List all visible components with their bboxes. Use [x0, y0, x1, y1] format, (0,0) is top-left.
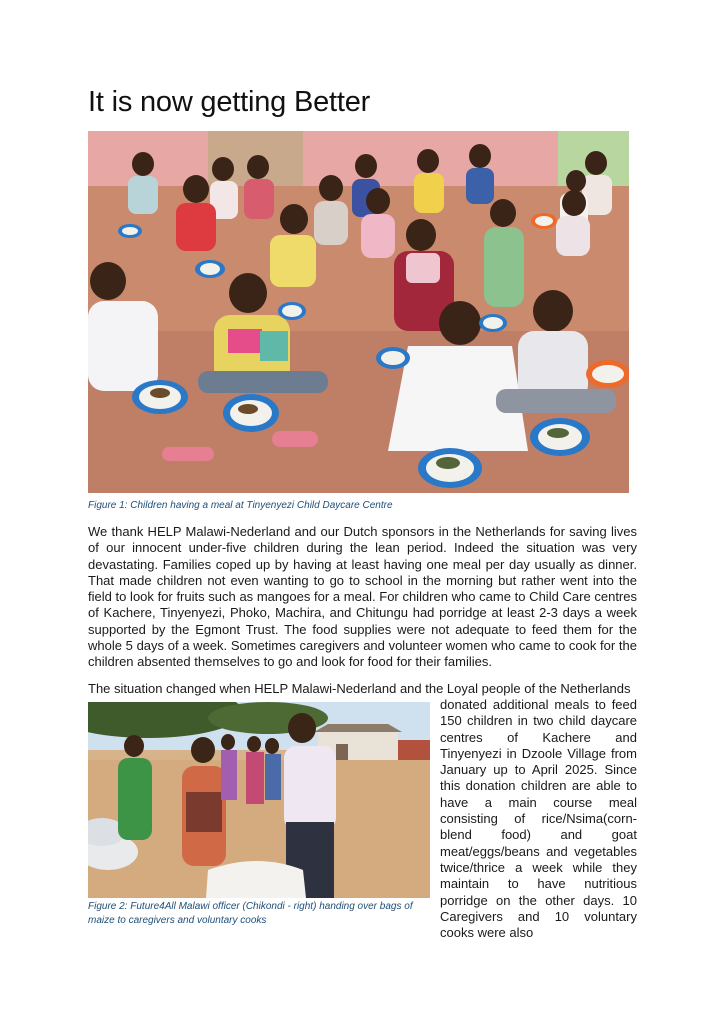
figure1-caption: Figure 1: Children having a meal at Tinyenyezi Child Daycare Centre	[88, 500, 393, 511]
body-paragraph-2-lead: The situation changed when HELP Malawi-Nederland and the Loyal people of the Netherlands	[88, 681, 631, 696]
children-meal-photo	[88, 131, 629, 493]
figure2-caption: Figure 2: Future4All Malawi officer (Chikondi - right) handing over bags of maize to caregivers and voluntary cooks	[88, 901, 413, 926]
maize-handover-photo	[88, 702, 430, 898]
body-paragraph-2-continued: donated additional meals to feed 150 children in two child daycare centres of Kachere and Tinyenyezi in Dzoole Village from January up to April 2025. Since this donation children are able to have a main course meal consisting of rice/Nsima(corn-blend food) and goat meat/eggs/beans and vegetables twice/thrice a week while they maintain to have nutritious porridge on the other days. 10 Caregivers and 10 voluntary cooks were also	[440, 697, 637, 941]
page-title: It is now getting Better	[88, 86, 371, 118]
body-paragraph-1: We thank HELP Malawi-Nederland and our Dutch sponsors in the Netherlands for saving lives of our innocent under-five children during the lean period. Indeed the situation was very devastating. Families coped up by having at least having one meal per day usually as dinner. That made children not even wanting to go to school in the morning but rather went into the field to look for fruits such as mangoes for a meal. For children who came to Child Care centres of Kachere, Tinyenyezi, Phoko, Machira, and Chitungu had porridge at least 2-3 days a week supported by the Egmont Trust. The food supplies were not adequate to feed them for the whole 5 days of a week. Sometimes caregivers and volunteer women who came to cook for the children absented themselves to go and look for food for their families.	[88, 524, 637, 670]
